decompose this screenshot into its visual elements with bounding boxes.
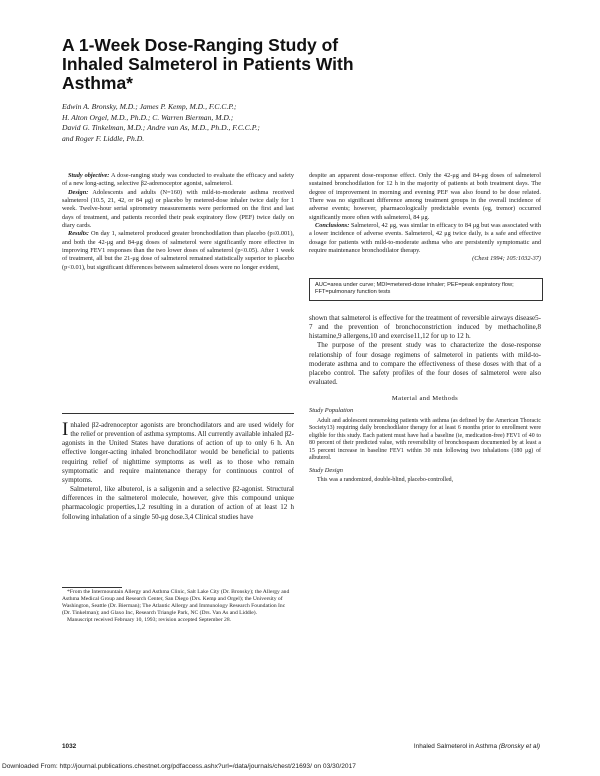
affiliation-footnote xyxy=(62,589,294,624)
title-line-3: Asthma* xyxy=(62,73,133,93)
body-paragraph: This was a randomized, double-blind, placebo-controlled, xyxy=(317,477,454,483)
body-paragraph: shown that salmeterol is effective for the treatment of reversible airways disease5-7 and the prevention of bronchoconstriction induced by methacholine,8 histamine,9 allergens,10 and exercise11,12 for up to 12 h. xyxy=(309,314,541,341)
article-title xyxy=(62,36,382,93)
design-label: Design: xyxy=(68,188,89,196)
abstract-right-column: despite an apparent dose-response effect. Only the 42-μg and 84-μg doses of salmeterol sustained bronchodilation for 12 h in the majority of patients at both treatment days. The degree of improvement in morning and evening PEF was also found to be dose related. There was no significant difference among treatment groups in the overall incidence of adverse events; however, pharmacologically predictable events (eg, tremor) occurred significantly more often with salmeterol, 84 μg. Conclusions: Salmeterol, 42 μg, was similar in efficacy to 84 μg but was associated with a lower incidence of adverse events. Salmeterol, 42 μg twice daily, is a safe and effective dosage for patients with mild-to-moderate asthma who are persistently symptomatic and require maintenance bronchodilator therapy. (Chest 1994; 105:1032-37) xyxy=(309,172,541,263)
subsection-heading: Study Design xyxy=(309,466,343,474)
abstract-design: Design: Adolescents and adults (N=160) with mild-to-moderate asthma received salmeterol (10.5, 21, 42, or 84 μg) or placebo by metered-dose inhaler twice daily for 1 week. Twelve-hour serial spirometry measurements were performed on the first and last days of treatment, and patients recorded their peak expiratory flow (PEF) twice daily on diary cards. xyxy=(62,188,294,230)
download-notice: Downloaded From: http://journal.publications.chestnet.org/pdfaccess.ashx?url=/data/journals/chest/21693/ on 03/30/2017 xyxy=(2,763,356,770)
abstract-results-continued: despite an apparent dose-response effect. Only the 42-μg and 84-μg doses of salmeterol sustained bronchodilation for 12 h in the majority of patients at both treatment days. The degree of improvement in morning and evening PEF was also found to be dose related. There was no significant difference among treatment groups in the overall incidence of adverse events; however, pharmacologically predictable events (eg, tremor) occurred significantly more often with salmeterol, 84 μg. xyxy=(309,172,541,221)
footnote-affiliations: *From the Intermountain Allergy and Asthma Clinic, Salt Lake City (Dr. Bronsky); the Allergy and Asthma Medical Group and Research Center, San Diego (Drs. Kemp and Orgel); the University of Washington, Seattle (Dr. Bierman); The Atlantic Allergy and Immunology Research Foundation Inc (Dr. Tinkelman); and Glaxo Inc, Research Triangle Park, NC (Drs. Van As and Liddle). xyxy=(62,589,290,616)
body-paragraph: The purpose of the present study was to characterize the dose-response relationship of four dosage regimens of salmeterol in patients with mild-to-moderate asthma and to compare the effectiveness of these doses with that of a placebo control. The safety profiles of the four doses of salmeterol were also evaluated. xyxy=(309,341,541,387)
running-head-authors: (Bronsky et al) xyxy=(498,743,540,750)
body-right-column xyxy=(309,314,541,485)
divider xyxy=(62,413,294,414)
objective-label: Study objective: xyxy=(68,172,110,179)
author-line: and Roger F. Liddle, Ph.D. xyxy=(62,133,145,143)
footnote-manuscript: Manuscript received February 10, 1993; revision accepted September 28. xyxy=(67,616,232,623)
results-label: Results: xyxy=(68,230,89,238)
author-line: David G. Tinkelman, M.D.; Andre van As, M.D., Ph.D., F.C.C.P.; xyxy=(62,123,260,133)
running-head: Inhaled Salmeterol in Asthma (Bronsky et al) xyxy=(413,743,540,750)
body-paragraph: Adult and adolescent nonsmoking patients with asthma (as defined by the American Thoracic Society13) requiring daily bronchodilator therapy for at least 6 months prior to enrollment were eligible for this study. Each patient must have had a baseline (ie, medication-free) FEV1 of 40 to 80 percent of their predicted value, with reversibility of bronchospasm documented by at least a 15 percent increase in baseline FEV1 within 30 min following two inhalations (180 μg) of albuterol. xyxy=(309,417,541,462)
title-line-1: A 1-Week Dose-Ranging Study of xyxy=(62,35,339,55)
author-list xyxy=(62,102,362,144)
title-line-2: Inhaled Salmeterol in Patients With xyxy=(62,54,354,74)
abbreviations-box: AUC=area under curve; MDI=metered-dose inhaler; PEF=peak expiratory flow; FFT=pulmonary function tests xyxy=(309,278,543,301)
conclusions-label: Conclusions: xyxy=(315,222,350,230)
footnote-divider xyxy=(62,587,122,588)
author-line: H. Alton Orgel, M.D., Ph.D.; C. Warren Bierman, M.D.; xyxy=(62,112,234,122)
abstract-objective: Study objective: A dose-ranging study was conducted to evaluate the efficacy and safety of a new long-acting, selective β2-adrenoceptor agonist, salmeterol. xyxy=(62,172,294,188)
page-number: 1032 xyxy=(62,743,77,750)
drop-cap: I xyxy=(62,419,69,440)
body-left-column xyxy=(62,421,294,522)
section-heading: Material and Methods xyxy=(391,395,459,403)
author-line: Edwin A. Bronsky, M.D.; James P. Kemp, M.D., F.C.C.P.; xyxy=(62,102,237,111)
abstract-results: Results: On day 1, salmeterol produced greater bronchodilation than placebo (p≤0.001), and both the 42-μg and 84-μg doses of salmeterol were significantly more effective in improving FEV1 responses than the two lower doses of salmeterol (p<0.05). After 1 week of treatment, all but the 21-μg dose of salmeterol remained statistically superior to placebo (p<0.01), but significant differences between salmeterol doses were no longer evident, xyxy=(62,230,294,271)
abstract-left-column xyxy=(62,172,294,272)
intro-paragraph: Inhaled β2-adrenoceptor agonists are bronchodilators and are used widely for the relief or prevention of asthma symptoms. All currently available inhaled β2-agonists in the United States have durations of action of up to only 6 h. An effective longer-acting inhaled bronchodilator would be beneficial to patients requiring relief of nighttime symptoms as well as to those who remain symptomatic and require maintenance therapy for continuous control of symptoms. xyxy=(62,419,294,484)
abstract-conclusions: Conclusions: Salmeterol, 42 μg, was similar in efficacy to 84 μg but was associated with a lower incidence of adverse events. Salmeterol, 42 μg twice daily, is a safe and effective dosage for patients with mild-to-moderate asthma who are persistently symptomatic and require maintenance bronchodilator therapy. xyxy=(309,222,541,255)
body-paragraph: Salmeterol, like albuterol, is a saligenin and a selective β2-agonist. Structural differences in the salmeterol molecule, however, give this compound unique pharmacologic properties,1,2 resulting in a duration of action of at least 12 h following inhalation of a single 50-μg dose.3,4 Clinical studies have xyxy=(62,485,294,521)
subsection-heading: Study Population xyxy=(309,407,354,415)
